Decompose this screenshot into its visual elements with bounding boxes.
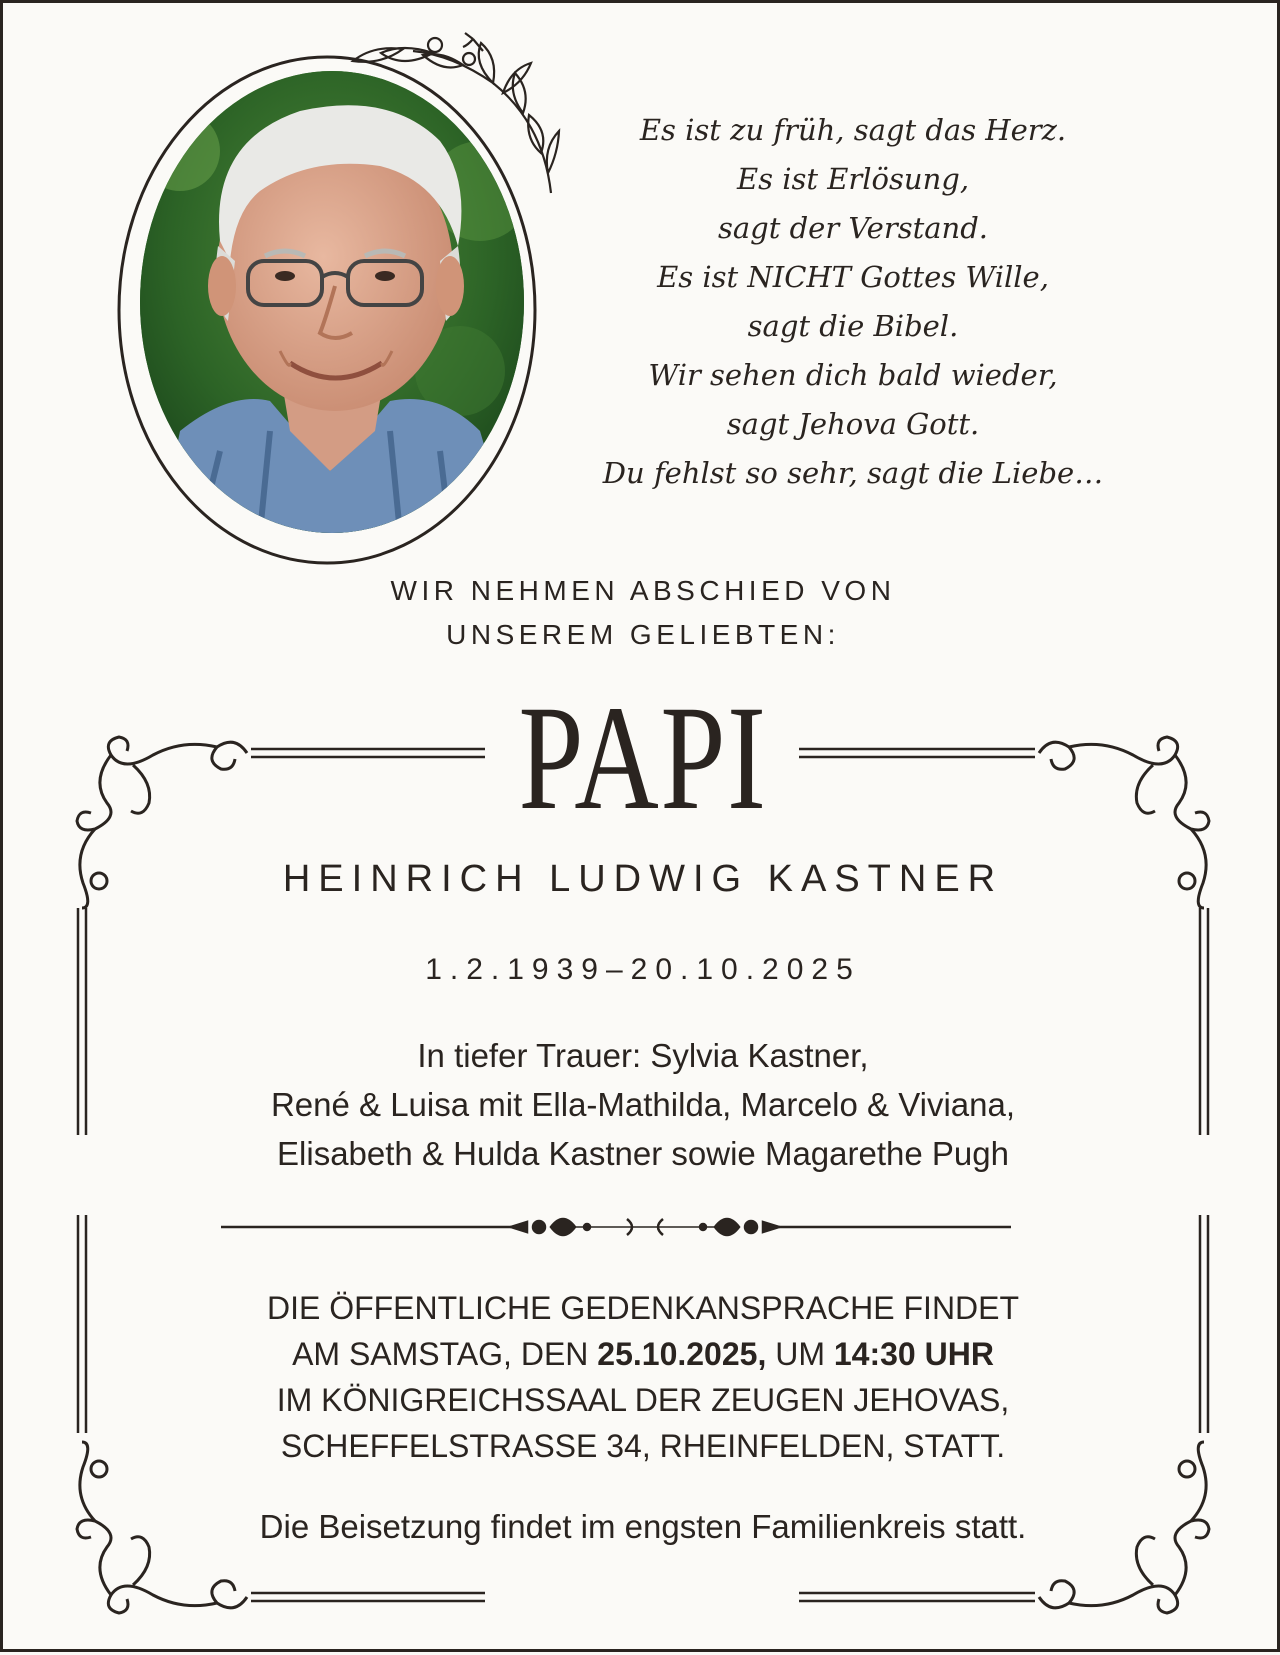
mourners-line: Elisabeth & Hulda Kastner sowie Magarethe Pugh	[277, 1135, 1009, 1172]
service-time: 14:30 UHR	[833, 1336, 994, 1372]
poem-line: Es ist Erlösung,	[736, 162, 970, 196]
service-line: SCHEFFELSTRASSE 34, RHEINFELDEN, STATT.	[280, 1428, 1006, 1464]
deceased-title: PAPI	[518, 675, 768, 841]
burial-note: Die Beisetzung findet im engsten Familienkreis statt.	[259, 1508, 1027, 1545]
service-info	[3, 1285, 1280, 1469]
poem-line: sagt Jehova Gott.	[726, 407, 980, 441]
service-text: AM SAMSTAG, DEN	[292, 1336, 598, 1372]
poem	[563, 106, 1143, 498]
life-dates: 1.2.1939–20.10.2025	[425, 953, 861, 986]
poem-line: Wir sehen dich bald wieder,	[648, 358, 1058, 392]
service-line	[3, 1331, 1280, 1377]
service-line: DIE ÖFFENTLICHE GEDENKANSPRACHE FINDET	[266, 1290, 1020, 1326]
poem-line: sagt die Bibel.	[747, 309, 959, 343]
mourners-line: In tiefer Trauer: Sylvia Kastner,	[417, 1037, 869, 1074]
poem-line: Du fehlst so sehr, sagt die Liebe…	[602, 456, 1104, 490]
intro-line-1: WIR NEHMEN ABSCHIED VON	[390, 575, 896, 606]
poem-line: Es ist NICHT Gottes Wille,	[657, 260, 1049, 294]
mourners-line: René & Luisa mit Ella-Mathilda, Marcelo & Viviana,	[270, 1086, 1016, 1123]
service-line: IM KÖNIGREICHSSAAL DER ZEUGEN JEHOVAS,	[276, 1382, 1010, 1418]
portrait-photo	[140, 71, 524, 533]
poem-line: sagt der Verstand.	[717, 211, 988, 245]
intro-line-2: UNSEREM GELIEBTEN:	[446, 619, 840, 650]
mourners-block	[3, 1031, 1280, 1178]
ornamental-divider	[221, 1219, 1011, 1235]
service-text: UM	[766, 1336, 834, 1372]
deceased-full-name: HEINRICH LUDWIG KASTNER	[282, 858, 1004, 900]
poem-line: Es ist zu früh, sagt das Herz.	[639, 113, 1067, 147]
service-date: 25.10.2025,	[597, 1336, 767, 1372]
